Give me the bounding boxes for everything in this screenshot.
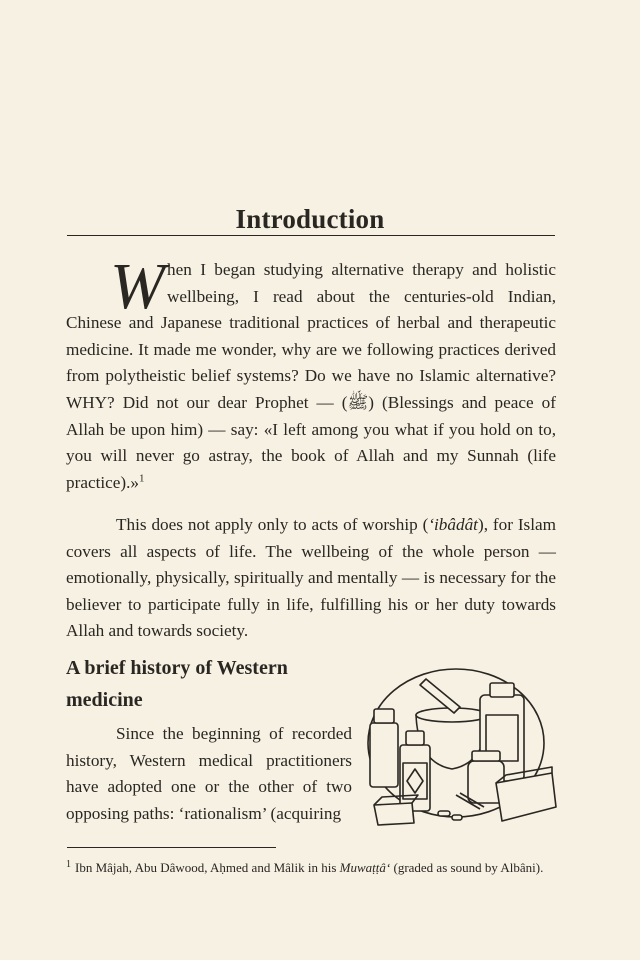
title-rule bbox=[67, 235, 555, 236]
medicine-bottles-illustration bbox=[356, 665, 562, 845]
section-heading: A brief history of Western medicine bbox=[66, 657, 288, 711]
para2-text-end: ), for Islam covers all aspects of life. The wellbeing of the whole person — emotionally, physically, spiritually and mentally — is necessary for the believer to participate fully in life, fulfilling his or her duty towards Allah and towards society. bbox=[66, 515, 556, 641]
footnote-text-start: Ibn Mâjah, Abu Dâwood, Aḥmed and Mâlik in his bbox=[75, 860, 340, 875]
body-paragraph-2 bbox=[66, 512, 556, 645]
para2-italic-term: ‘ibâdât bbox=[428, 515, 478, 534]
intro-text: hen I began studying alternative therapy and holistic wellbeing, I read about the centuries-old Indian, Chinese and Japanese traditional practices of herbal and therapeutic medicine. It made me wonder, why are we following practices derived from polytheistic belief systems? Do we have no Islamic alternative? WHY? Did not our dear Prophet — (ﷺ) (Blessings and peace of Allah be upon him) — say: «I left among you what if you hold on to, you will never go astray, the book of Allah and my Sunnah (life practice).» bbox=[66, 260, 556, 492]
footnote-italic-title: Muwaṭṭâ‘ bbox=[339, 860, 391, 875]
footnote bbox=[66, 857, 556, 878]
footnote-text-end: (graded as sound by Albâni). bbox=[390, 860, 544, 875]
chapter-title: Introduction bbox=[235, 204, 385, 235]
body-paragraph-3: Since the beginning of recorded history, Western medical practitioners have adopted one or the other of two opposing paths: ‘rationalism’ (acquiring bbox=[66, 724, 352, 823]
drop-cap: W bbox=[110, 250, 165, 323]
para2-text-start: This does not apply only to acts of worship ( bbox=[116, 515, 429, 534]
footnote-number: 1 bbox=[66, 858, 71, 870]
footnote-reference[interactable]: 1 bbox=[139, 472, 145, 485]
intro-paragraph bbox=[66, 250, 556, 496]
footnote-rule bbox=[67, 847, 276, 848]
